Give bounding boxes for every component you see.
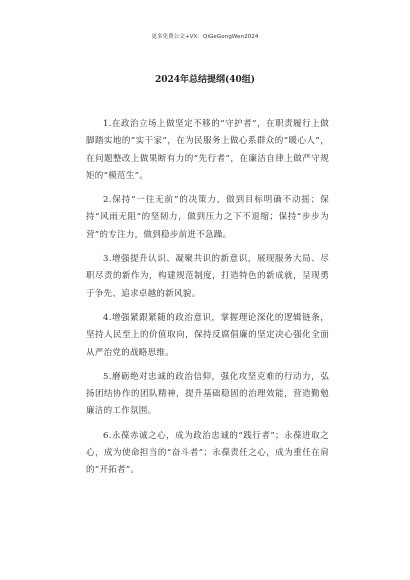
paragraph-5: 5.磨砺绝对忠诚的政治信仰，强化攻坚克难的行动力，弘扬团结协作的团队精神，提升基础稳固的治理效能，营造勤勉廉洁的工作氛围。 [86, 371, 329, 417]
header-note: 更多免费公文+VX：QiGeGongWen2024 [151, 34, 259, 40]
paragraph-4: 4.增强紧跟紧随的政治意识，掌握理论深化的逻辑链条，坚持人民至上的价值取向，保持反腐倡廉的坚定决心强化全面从严治党的战略思维。 [86, 312, 329, 358]
paragraph-1: 1.在政治立场上做坚定不移的“守护者”，在职责履行上做脚踏实地的“实干家”，在为民服务上做心系群众的“暖心人”，在问题整改上做果断有力的“先行者”，在廉洁自律上做严守规矩的“模范生”。 [86, 119, 329, 181]
paragraph-3: 3.增强提升认识、凝聚共识的新意识，展现服务大局、尽职尽责的新作为，构建规范制度，打造特色的新成就，呈现勇于争先、追求卓越的新风貌。 [86, 254, 329, 299]
document-body [86, 116, 329, 487]
paragraph-2: 2.保持“一往无前”的决策力，做到目标明确不动摇；保持“风雨无阻”的坚韧力，做到压力之下不退缩；保持“步步为营”的专注力，做到稳步前进不急躁。 [86, 195, 329, 240]
document-title: 2024年总结提纲(40组) [154, 75, 256, 85]
paragraph-6: 6.永葆赤诚之心，成为政治忠诚的“践行者”；永葆进取之心，成为使命担当的“奋斗者”；永葆责任之心，成为重任在肩的“开拓者”。 [86, 430, 329, 476]
